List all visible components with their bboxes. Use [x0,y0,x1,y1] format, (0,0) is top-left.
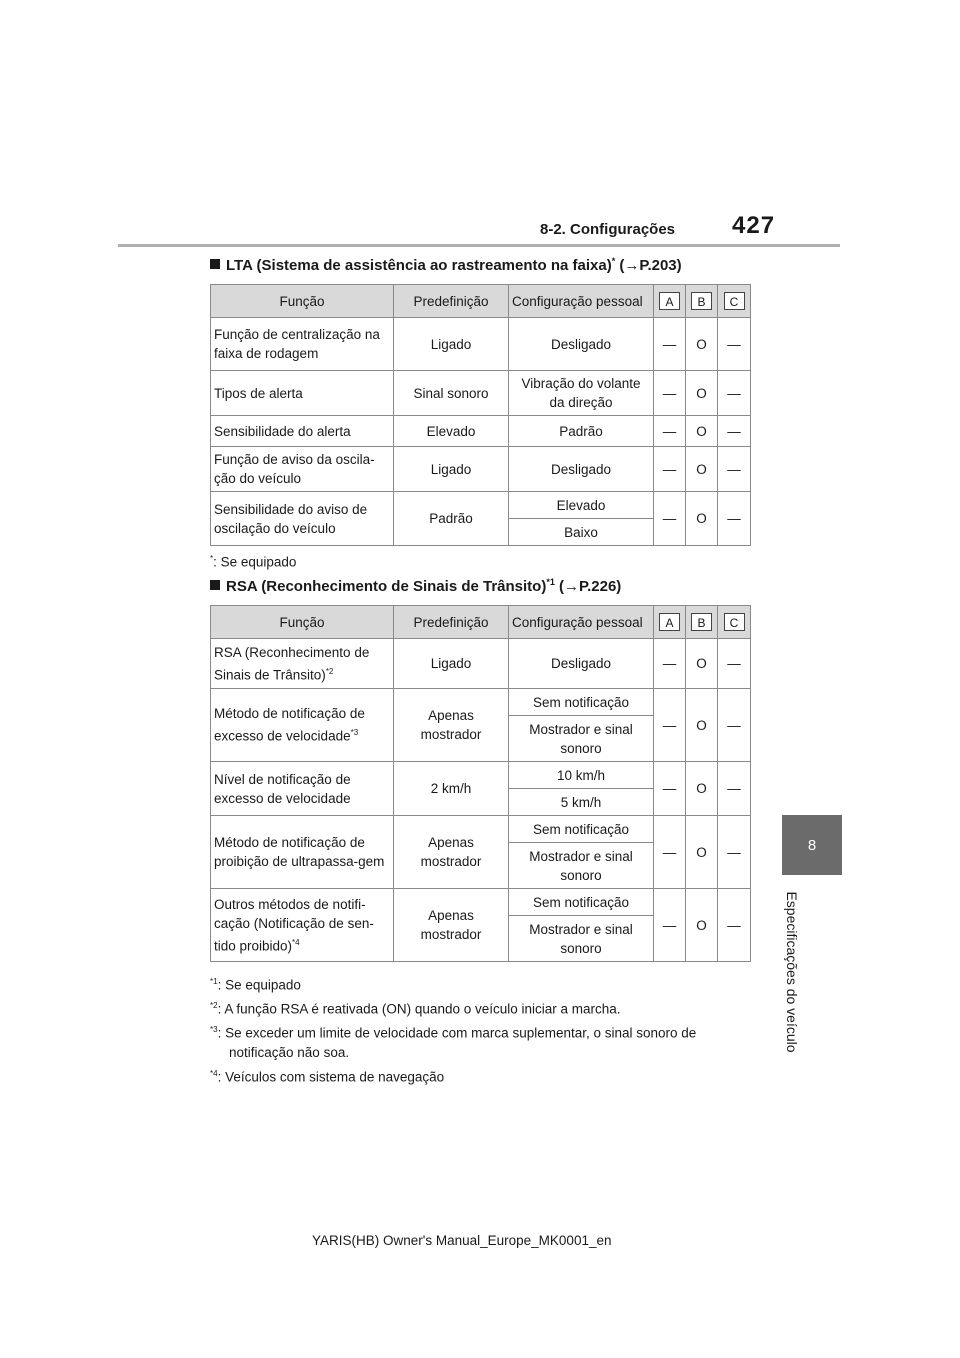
cell-funcao-text: RSA (Reconhecimento de Sinais de Trânsito) [214,644,370,683]
cell-b: O [686,689,718,762]
table-row [211,762,751,789]
cell-predefinicao: Ligado [394,447,509,492]
cell-predefinicao: Apenas mostrador [394,816,509,889]
cell-a: — [654,492,686,546]
cell-b: O [686,816,718,889]
cell-c: — [718,318,751,371]
cell-funcao-text: Método de notificação de excesso de velocidade [214,706,365,744]
cell-predefinicao: Padrão [394,492,509,546]
cell-funcao: Função de centralização na faixa de rodagem [211,318,394,371]
square-bullet-icon [210,580,220,590]
cell-c: — [718,762,751,816]
cell-c: — [718,371,751,416]
lta-table [210,284,751,546]
cell-funcao-text: Outros métodos de notifi-cação (Notificação de sen-tido proibido) [214,896,374,954]
table-row [211,689,751,716]
chapter-tab[interactable] [782,815,842,875]
table-row [211,816,751,843]
cell-c: — [718,447,751,492]
cell-b: O [686,318,718,371]
rsa-footnote-1 [210,972,301,995]
cell-a: — [654,371,686,416]
col-config: Configuração pessoal [509,606,654,639]
footnote-continuation: notificação não soa. [229,1044,350,1060]
lta-title-mark: * [611,256,616,266]
footnote-ref: *3 [350,728,359,738]
cell-config: Sem notificação [509,689,654,716]
cell-predefinicao: Sinal sonoro [394,371,509,416]
a-box: A [659,613,680,631]
cell-predefinicao: Elevado [394,416,509,447]
col-predefinicao: Predefinição [394,606,509,639]
cell-predefinicao: Ligado [394,318,509,371]
cell-config: Mostrador e sinal sonoro [509,716,654,762]
col-funcao: Função [211,606,394,639]
c-box: C [724,613,745,631]
cell-a: — [654,639,686,689]
table-row [211,318,751,371]
cell-b: O [686,371,718,416]
cell-c: — [718,889,751,962]
cell-predefinicao: 2 km/h [394,762,509,816]
cell-a: — [654,318,686,371]
lta-footnote [210,549,296,572]
cell-config: Sem notificação [509,889,654,916]
b-box: B [691,613,712,631]
cell-funcao: Nível de notificação de excesso de velocidade [211,762,394,816]
cell-config: Padrão [509,416,654,447]
section-title: 8-2. Configurações [540,221,676,238]
cell-b: O [686,416,718,447]
lta-page-ref[interactable]: (→P.203) [619,257,682,274]
cell-b: O [686,639,718,689]
col-a [654,606,686,639]
footnote-text: : Se equipado [213,554,297,570]
lta-heading [210,256,682,274]
cell-config: Mostrador e sinal sonoro [509,916,654,962]
cell-c: — [718,689,751,762]
table-header-row [211,606,751,639]
lta-title: LTA (Sistema de assistência ao rastreamento na faixa) [226,257,612,274]
cell-c: — [718,492,751,546]
rsa-footnote-2 [210,996,621,1019]
footnote-mark: *1 [210,977,218,986]
a-box: A [659,292,680,310]
cell-predefinicao: Apenas mostrador [394,689,509,762]
rsa-title-mark: *1 [546,577,555,587]
col-b [686,285,718,318]
footnote-mark: *3 [210,1025,218,1034]
cell-config: 10 km/h [509,762,654,789]
footnote-text: : Se equipado [217,977,301,993]
table-row [211,889,751,916]
table-row [211,639,751,689]
cell-c: — [718,816,751,889]
chapter-number: 8 [807,836,817,854]
header-divider [118,244,840,247]
cell-config: Vibração do volante da direção [509,371,654,416]
footnote-text: : Veículos com sistema de navegação [217,1069,445,1085]
cell-funcao: Método de notificação de proibição de ultrapassa-gem [211,816,394,889]
cell-funcao: Sensibilidade do aviso de oscilação do veículo [211,492,394,546]
cell-config: Sem notificação [509,816,654,843]
cell-a: — [654,447,686,492]
cell-funcao [211,689,394,762]
cell-config: Elevado [509,492,654,519]
footnote-ref: *2 [325,666,334,676]
manual-id-footer: YARIS(HB) Owner's Manual_Europe_MK0001_en [312,1233,612,1248]
col-funcao: Função [211,285,394,318]
col-b [686,606,718,639]
table-row [211,492,751,519]
rsa-footnote-3 [210,1020,696,1062]
rsa-title: RSA (Reconhecimento de Sinais de Trânsito) [226,578,547,595]
table-row [211,416,751,447]
cell-config: Desligado [509,447,654,492]
cell-config: Mostrador e sinal sonoro [509,843,654,889]
rsa-page-ref[interactable]: (→P.226) [559,578,622,595]
cell-c: — [718,639,751,689]
cell-a: — [654,416,686,447]
cell-funcao [211,639,394,689]
table-header-row [211,285,751,318]
cell-b: O [686,447,718,492]
footnote-ref: *4 [292,937,300,947]
col-c [718,606,751,639]
cell-a: — [654,762,686,816]
c-box: C [724,292,745,310]
cell-funcao: Função de aviso da oscila-ção do veículo [211,447,394,492]
cell-predefinicao: Ligado [394,639,509,689]
cell-a: — [654,689,686,762]
chapter-title [770,884,814,1060]
rsa-heading [210,577,621,595]
table-row [211,447,751,492]
chapter-title-text: Especificações do veículo [784,891,800,1053]
footnote-mark: *4 [210,1069,218,1078]
col-config: Configuração pessoal [509,285,654,318]
cell-config: Desligado [509,639,654,689]
cell-b: O [686,889,718,962]
col-predefinicao: Predefinição [394,285,509,318]
cell-config: Desligado [509,318,654,371]
b-box: B [691,292,712,310]
col-c [718,285,751,318]
cell-funcao: Tipos de alerta [211,371,394,416]
footnote-mark: * [210,554,214,563]
rsa-footnote-4 [210,1064,444,1087]
cell-a: — [654,889,686,962]
rsa-table [210,605,751,962]
cell-funcao [211,889,394,962]
cell-b: O [686,762,718,816]
cell-predefinicao: Apenas mostrador [394,889,509,962]
cell-b: O [686,492,718,546]
footnote-mark: *2 [210,1001,218,1010]
page-number: 427 [732,212,776,239]
footnote-text: : A função RSA é reativada (ON) quando o veículo iniciar a marcha. [217,1001,621,1017]
table-row [211,371,751,416]
square-bullet-icon [210,259,220,269]
cell-config: Baixo [509,519,654,546]
col-a [654,285,686,318]
cell-config: 5 km/h [509,789,654,816]
footnote-text: : Se exceder um limite de velocidade com marca suplementar, o sinal sonoro de [217,1025,697,1041]
cell-funcao: Sensibilidade do alerta [211,416,394,447]
cell-c: — [718,416,751,447]
cell-a: — [654,816,686,889]
